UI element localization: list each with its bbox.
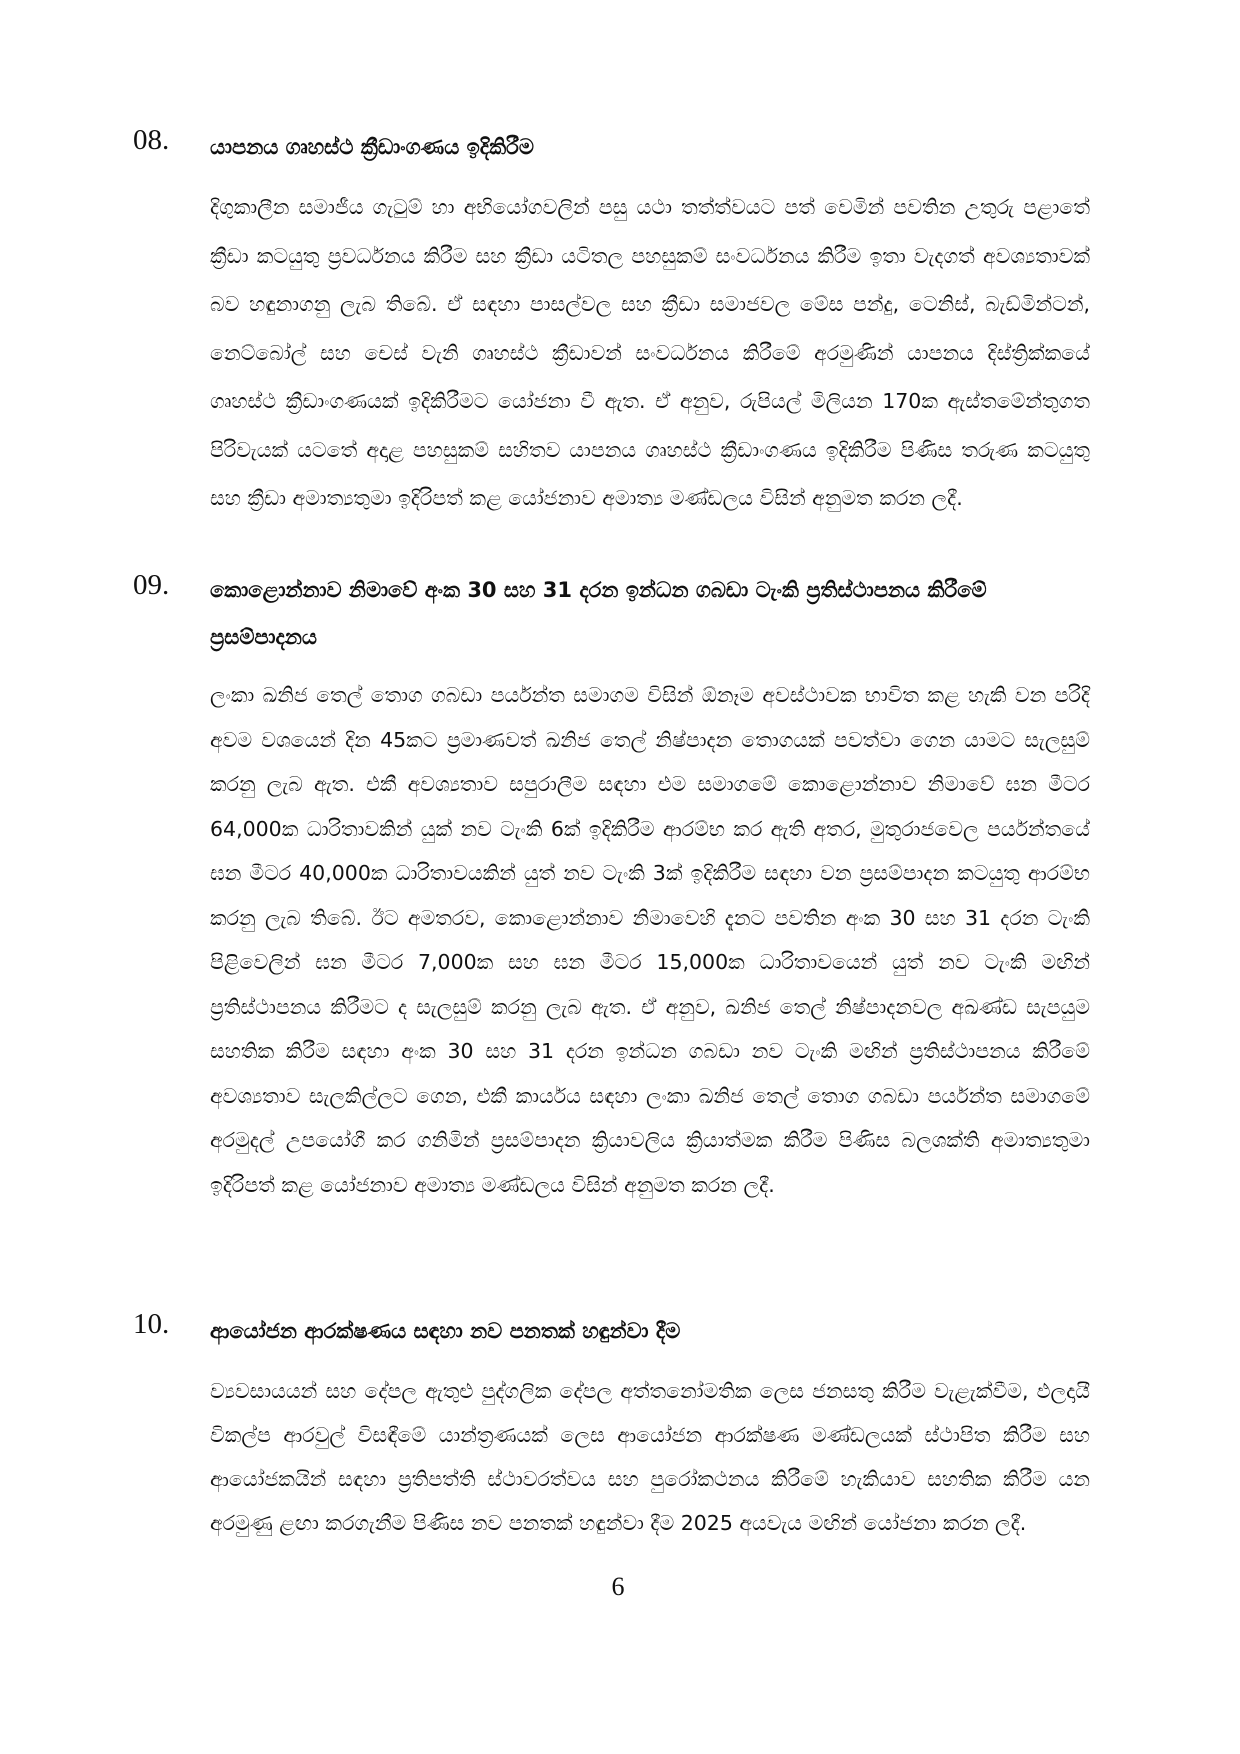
section-number: 10. (133, 1308, 170, 1340)
section-title: යාපනය ගෘහස්ථ ක්‍රීඩාංගණය ඉදිකිරීම (210, 135, 534, 159)
section-number: 08. (133, 124, 170, 156)
section-title: ආයෝජන ආරක්ෂණය සඳහා නව පනතක් හඳුන්වා දීම (210, 1319, 681, 1343)
section-body: දිගුකාලීන සමාජීය ගැටුම් හා අභියෝගවලින් පසු යථා තත්ත්වයට පත් වෙමින් පවතින උතුරු පළාතේ ක්‍රීඩා කටයුතු ප්‍රවර්ධනය කිරීම සහ ක්‍රීඩා යටිතල පහසුකම් සංවර්ධනය කිරීම ඉතා වැදගත් අවශ්‍යතාවක් බව හඳුනාගනු ලැබ තිබේ. ඒ සඳහා පාසල්වල සහ ක්‍රීඩා සමාජවල මේස පන්දු, ටෙනිස්, බැඩ්මින්ටන්, නෙට්බෝල් සහ චෙස් වැනි ගෘහස්ථ ක්‍රීඩාවන් සංවර්ධනය කිරීමේ අරමුණින් යාපනය දිස්ත්‍රික්කයේ ගෘහස්ථ ක්‍රීඩාංගණයක් ඉදිකිරීමට යෝජනා වී ඇත. ඒ අනුව, රුපියල් මිලියන 170ක ඇස්තමේන්තුගත පිරිවැයක් යටතේ අදාළ පහසුකම් සහිතව යාපනය ගෘහස්ථ ක්‍රීඩාංගණය ඉදිකිරීම පිණිස තරුණ කටයුතු සහ ක්‍රීඩා අමාත්‍යතුමා ඉදිරිපත් කළ යෝජනාව අමාත්‍ය මණ්ඩලය විසින් අනුමත කරන ලදී. (210, 195, 1090, 510)
section-title: කොළොන්නාව නිමාවේ අංක 30 සහ 31 දරන ඉන්ධන ගබඩා ටැංකි ප්‍රතිස්ථාපනය කිරීමේ ප්‍රසම්පාදනය (210, 578, 987, 649)
section-body: ලංකා ඛනිජ තෙල් තොග ගබඩා පර්යන්ත සමාගම විසින් ඕනෑම අවස්ථාවක භාවිත කළ හැකි වන පරිදි අවම වශයෙන් දින 45කට ප්‍රමාණවත් ඛනිජ තෙල් නිෂ්පාදන තොගයක් පවත්වා ගෙන යාමට සැලසුම් කරනු ලැබ ඇත. එකී අවශ්‍යතාව සපුරාලීම සඳහා එම සමාගමේ කොළොන්නාව නිමාවේ ඝන මීටර 64,000ක ධාරිතාවකින් යුක් නව ටැංකි 6ක් ඉදිකිරීම ආරම්භ කර ඇති අතර, මුතුරාජවෙල පර්යන්තයේ ඝන මීටර 40,000ක ධාරිතාවයකින් යුත් නව ටැංකි 3ක් ඉදිකිරීම සඳහා වන ප්‍රසම්පාදන කටයුතු ආරම්භ කරනු ලැබ තිබේ. ඊට අමතරව, කොළොන්නාව නිමාවෙහි දැනට පවතින අංක 30 සහ 31 දරන ටැංකි පිළිවෙලින් ඝන මීටර 7,000ක සහ ඝන මීටර 15,000ක ධාරිතාවයෙන් යුත් නව ටැංකි මඟින් ප්‍රතිස්ථාපනය කිරීමට ද සැලසුම් කරනු ලැබ ඇත. ඒ අනුව, ඛනිජ තෙල් නිෂ්පාදනවල අඛණ්ඩ සැපයුම සහතික කිරීම සඳහා අංක 30 සහ 31 දරන ඉන්ධන ගබඩා නව ටැංකි මඟින් ප්‍රතිස්ථාපනය කිරීමේ අවශ්‍යතාව සැලකිල්ලට ගෙන, එකී කාර්යය සඳහා ලංකා ඛනිජ තෙල් තොග ගබඩා පර්යන්ත සමාගමේ අරමුදල් උපයෝගී කර ගනිමින් ප්‍රසම්පාදන ක්‍රියාවලිය ක්‍රියාත්මක කිරීම පිණිස බලශක්ති අමාත්‍යතුමා ඉදිරිපත් කළ යෝජනාව අමාත්‍ය මණ්ඩලය විසින් අනුමත කරන ලදී. (210, 683, 1090, 1197)
section-body: ව්‍යවසායයන් සහ දේපල ඇතුළු පුද්ගලික දේපල අත්තනෝමතික ලෙස ජනසතු කිරීම වැළැක්වීම, ඵලදායී විකල්ප ආරවුල් විසඳීමේ යාන්ත්‍රණයක් ලෙස ආයෝජන ආරක්ෂණ මණ්ඩලයක් ස්ථාපිත කිරීම සහ ආයෝජකයින් සඳහා ප්‍රතිපත්ති ස්ථාවරත්වය සහ පුරෝකථනය කිරීමේ හැකියාව සහතික කිරීම යන අරමුණු ළඟා කරගැනීම පිණිස නව පනතක් හඳුන්වා දීම 2025 අයවැය මඟින් යෝජනා කරන ලදී. (210, 1379, 1090, 1535)
section-number: 09. (133, 569, 170, 601)
page-number: 6 (611, 1572, 625, 1601)
